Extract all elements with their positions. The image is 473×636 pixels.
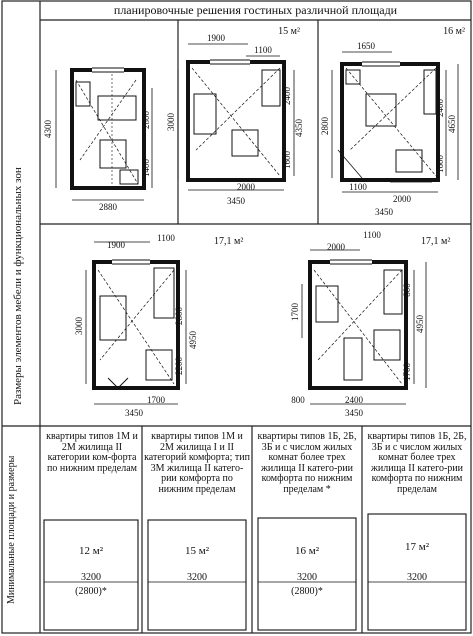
dimension-label: 2200 bbox=[174, 357, 184, 375]
min-area-label: 16 м² bbox=[294, 545, 320, 557]
plan-area-label: 17,1 м² bbox=[421, 236, 451, 247]
plan-area-label: 16 м² bbox=[443, 26, 465, 37]
dimension-label: 2000 bbox=[327, 242, 345, 252]
dimension-label: 2400 bbox=[435, 99, 445, 117]
dimension-label: 1400 bbox=[141, 159, 151, 177]
dimension-label: 3450 bbox=[375, 207, 393, 217]
dimension-label: 2800 bbox=[320, 117, 330, 135]
column-caption: квартиры типов 1М и 2М жилища II категории ком-форта по нижним пределам bbox=[46, 431, 138, 474]
page-title: планировочные решения гостиных различной площади bbox=[113, 3, 398, 17]
dimension-label: 4950 bbox=[188, 331, 198, 349]
dimension-label: 1600 bbox=[435, 155, 445, 173]
dimension-label: 2800 bbox=[174, 307, 184, 325]
side-label-min-areas: Минимальные площади и размеры bbox=[6, 455, 17, 604]
floor-plan-5 bbox=[290, 230, 450, 418]
min-width-label: 3200 bbox=[81, 572, 101, 583]
dimension-label: 2400 bbox=[345, 395, 363, 405]
dimension-label: 3450 bbox=[345, 408, 363, 418]
dimension-label: 4350 bbox=[294, 119, 304, 137]
dimension-label: 1100 bbox=[363, 230, 381, 240]
dimension-label: 1100 bbox=[157, 233, 175, 243]
dimension-label: 1600 bbox=[282, 151, 292, 169]
plan-area-label: 17,1 м² bbox=[214, 236, 244, 247]
dimension-label: 4650 bbox=[447, 115, 457, 133]
dimension-label: 3450 bbox=[125, 408, 143, 418]
dimension-label: 2800 bbox=[141, 111, 151, 129]
dimension-label: 3000 bbox=[166, 113, 176, 131]
side-label-furniture-zones: Размеры элементов мебели и функциональных зон bbox=[12, 167, 24, 405]
dimension-label: 2000 bbox=[237, 182, 255, 192]
min-area-label: 17 м² bbox=[404, 541, 430, 553]
min-area-label: 15 м² bbox=[184, 545, 210, 557]
floor-plan-2 bbox=[166, 26, 304, 206]
dimension-label: 800 bbox=[402, 283, 412, 297]
floor-plan-4 bbox=[74, 233, 243, 418]
dimension-label: 2000 bbox=[393, 194, 411, 204]
dimension-label: 2400 bbox=[282, 87, 292, 105]
dimension-label: 1100 bbox=[349, 182, 367, 192]
column-caption: квартиры типов 1М и 2М жилища I и II категорий комфорта; тип 3М жилища II катего-рии комфорта по нижним пределам bbox=[144, 431, 250, 495]
dimension-label: 1650 bbox=[357, 41, 375, 51]
dimension-label: 4300 bbox=[43, 120, 53, 138]
column-caption: квартиры типов 1Б, 2Б, 3Б и с числом жилых комнат более трех жилища II катего-рии комфорта по нижним пределам bbox=[367, 431, 467, 495]
column-caption: квартиры типов 1Б, 2Б, 3Б и с числом жилых комнат более трех жилища II катего-рии комфорта по нижним пределам * bbox=[257, 431, 357, 495]
alt-width-label: (2800)* bbox=[291, 586, 323, 597]
plan-area-label: 15 м² bbox=[278, 26, 300, 37]
dimension-label: 1700 bbox=[147, 395, 165, 405]
floor-plan-1 bbox=[43, 68, 152, 212]
dimension-label: 1900 bbox=[207, 33, 225, 43]
min-area-label: 12 м² bbox=[78, 545, 104, 557]
min-width-label: 3200 bbox=[297, 572, 317, 583]
dimension-label: 1900 bbox=[107, 240, 125, 250]
min-area-boxes bbox=[44, 514, 466, 630]
dimension-label: 1700 bbox=[290, 303, 300, 321]
alt-width-label: (2800)* bbox=[75, 586, 107, 597]
dimension-label: 800 bbox=[291, 395, 305, 405]
floor-plan-3 bbox=[320, 26, 465, 217]
dimension-label: 1100 bbox=[254, 45, 272, 55]
min-width-label: 3200 bbox=[407, 572, 427, 583]
dimension-label: 3000 bbox=[74, 317, 84, 335]
dimension-label: 2880 bbox=[99, 202, 117, 212]
dimension-label: 1700 bbox=[402, 363, 412, 381]
dimension-label: 4950 bbox=[415, 315, 425, 333]
dimension-label: 3450 bbox=[227, 196, 245, 206]
min-width-label: 3200 bbox=[187, 572, 207, 583]
